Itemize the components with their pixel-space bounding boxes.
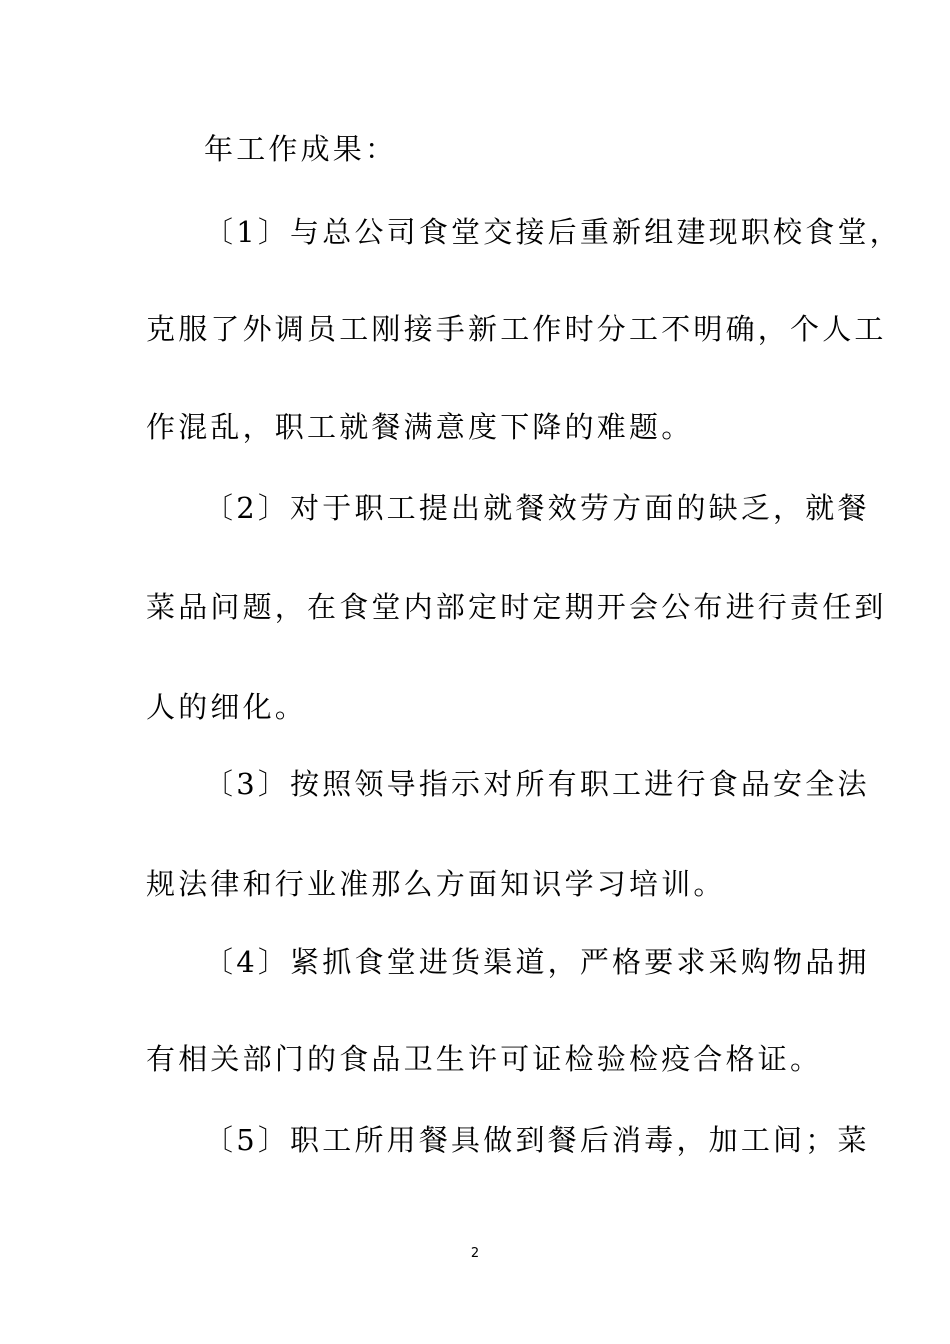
text-line-item1-start: 〔1〕与总公司食堂交接后重新组建现职校食堂， xyxy=(204,215,902,249)
page-number: 2 xyxy=(470,1246,480,1261)
text-line-item1-cont: 克服了外调员工刚接手新工作时分工不明确，个人工 xyxy=(146,312,887,346)
text-line-item2-end: 人的细化。 xyxy=(146,690,308,724)
text-line-item4-start: 〔4〕紧抓食堂进货渠道，严格要求采购物品拥 xyxy=(204,945,870,979)
text-line-item3-start: 〔3〕按照领导指示对所有职工进行食品安全法 xyxy=(204,767,870,801)
text-line-item4-end: 有相关部门的食品卫生许可证检验检疫合格证。 xyxy=(146,1042,823,1076)
text-line-heading: 年工作成果： xyxy=(204,132,398,166)
text-line-item2-cont: 菜品问题，在食堂内部定时定期开会公布进行责任到 xyxy=(146,590,887,624)
text-line-item1-end: 作混乱，职工就餐满意度下降的难题。 xyxy=(146,410,694,444)
text-line-item2-start: 〔2〕对于职工提出就餐效劳方面的缺乏，就餐 xyxy=(204,491,870,525)
text-line-item3-end: 规法律和行业准那么方面知识学习培训。 xyxy=(146,867,726,901)
text-line-item5-start: 〔5〕职工所用餐具做到餐后消毒，加工间；菜 xyxy=(204,1123,870,1157)
